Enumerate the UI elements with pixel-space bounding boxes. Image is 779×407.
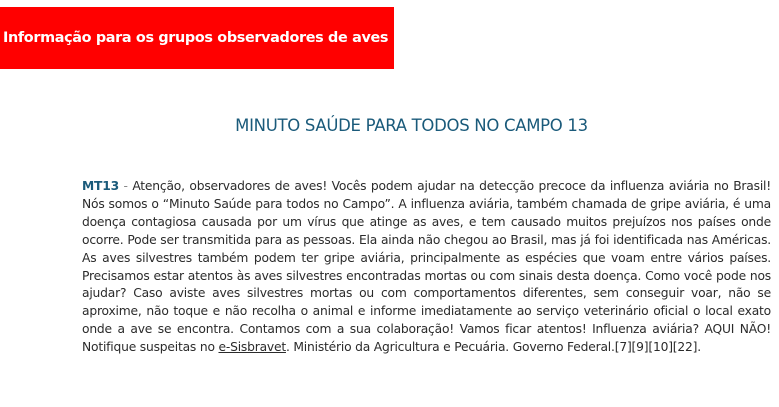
message-code: MT13 (82, 179, 119, 193)
banner-title: Informação para os grupos observadores de aves (3, 30, 389, 46)
header-banner (0, 7, 394, 69)
message-closing: . Ministério da Agricultura e Pecuária. Governo Federal. (285, 340, 615, 355)
message-separator: - (118, 179, 133, 193)
message-paragraph (82, 178, 771, 357)
e-sisbravet-link[interactable]: e-Sisbravet (218, 340, 286, 355)
section-title: MINUTO SAÚDE PARA TODOS NO CAMPO 13 (235, 116, 588, 135)
message-body: Atenção, observadores de aves! Vocês podem ajudar na detecção precoce da influenza aviária no Brasil! Nós somos o “Minuto Saúde para todos no Campo”. A influenza aviária, também chamada de gripe aviária, é uma doença contagiosa causada por um vírus que atinge as aves, e tem causado muitos prejuízos nos países onde ocorre. Pode ser transmitida para as pessoas. Ela ainda não chegou ao Brasil, mas já foi identificada nas Américas. As aves silvestres também podem ter gripe aviária, principalmente as espécies que voam entre vários países. Precisamos estar atentos às aves silvestres encontradas mortas ou com sinais desta doença. Como você pode nos ajudar? Caso aviste aves silvestres mortas ou com comportamentos diferentes, sem conseguir voar, não se aproxime, não toque e não recolha o animal e informe imediatamente ao serviço veterinário oficial o local exato onde a ave se encontra. Contamos com a sua colaboração! Vamos ficar atentos! Influenza aviária? AQUI NÃO! Notifique suspeitas no (82, 179, 771, 355)
message-references: [7][9][10][22]. (614, 340, 701, 355)
